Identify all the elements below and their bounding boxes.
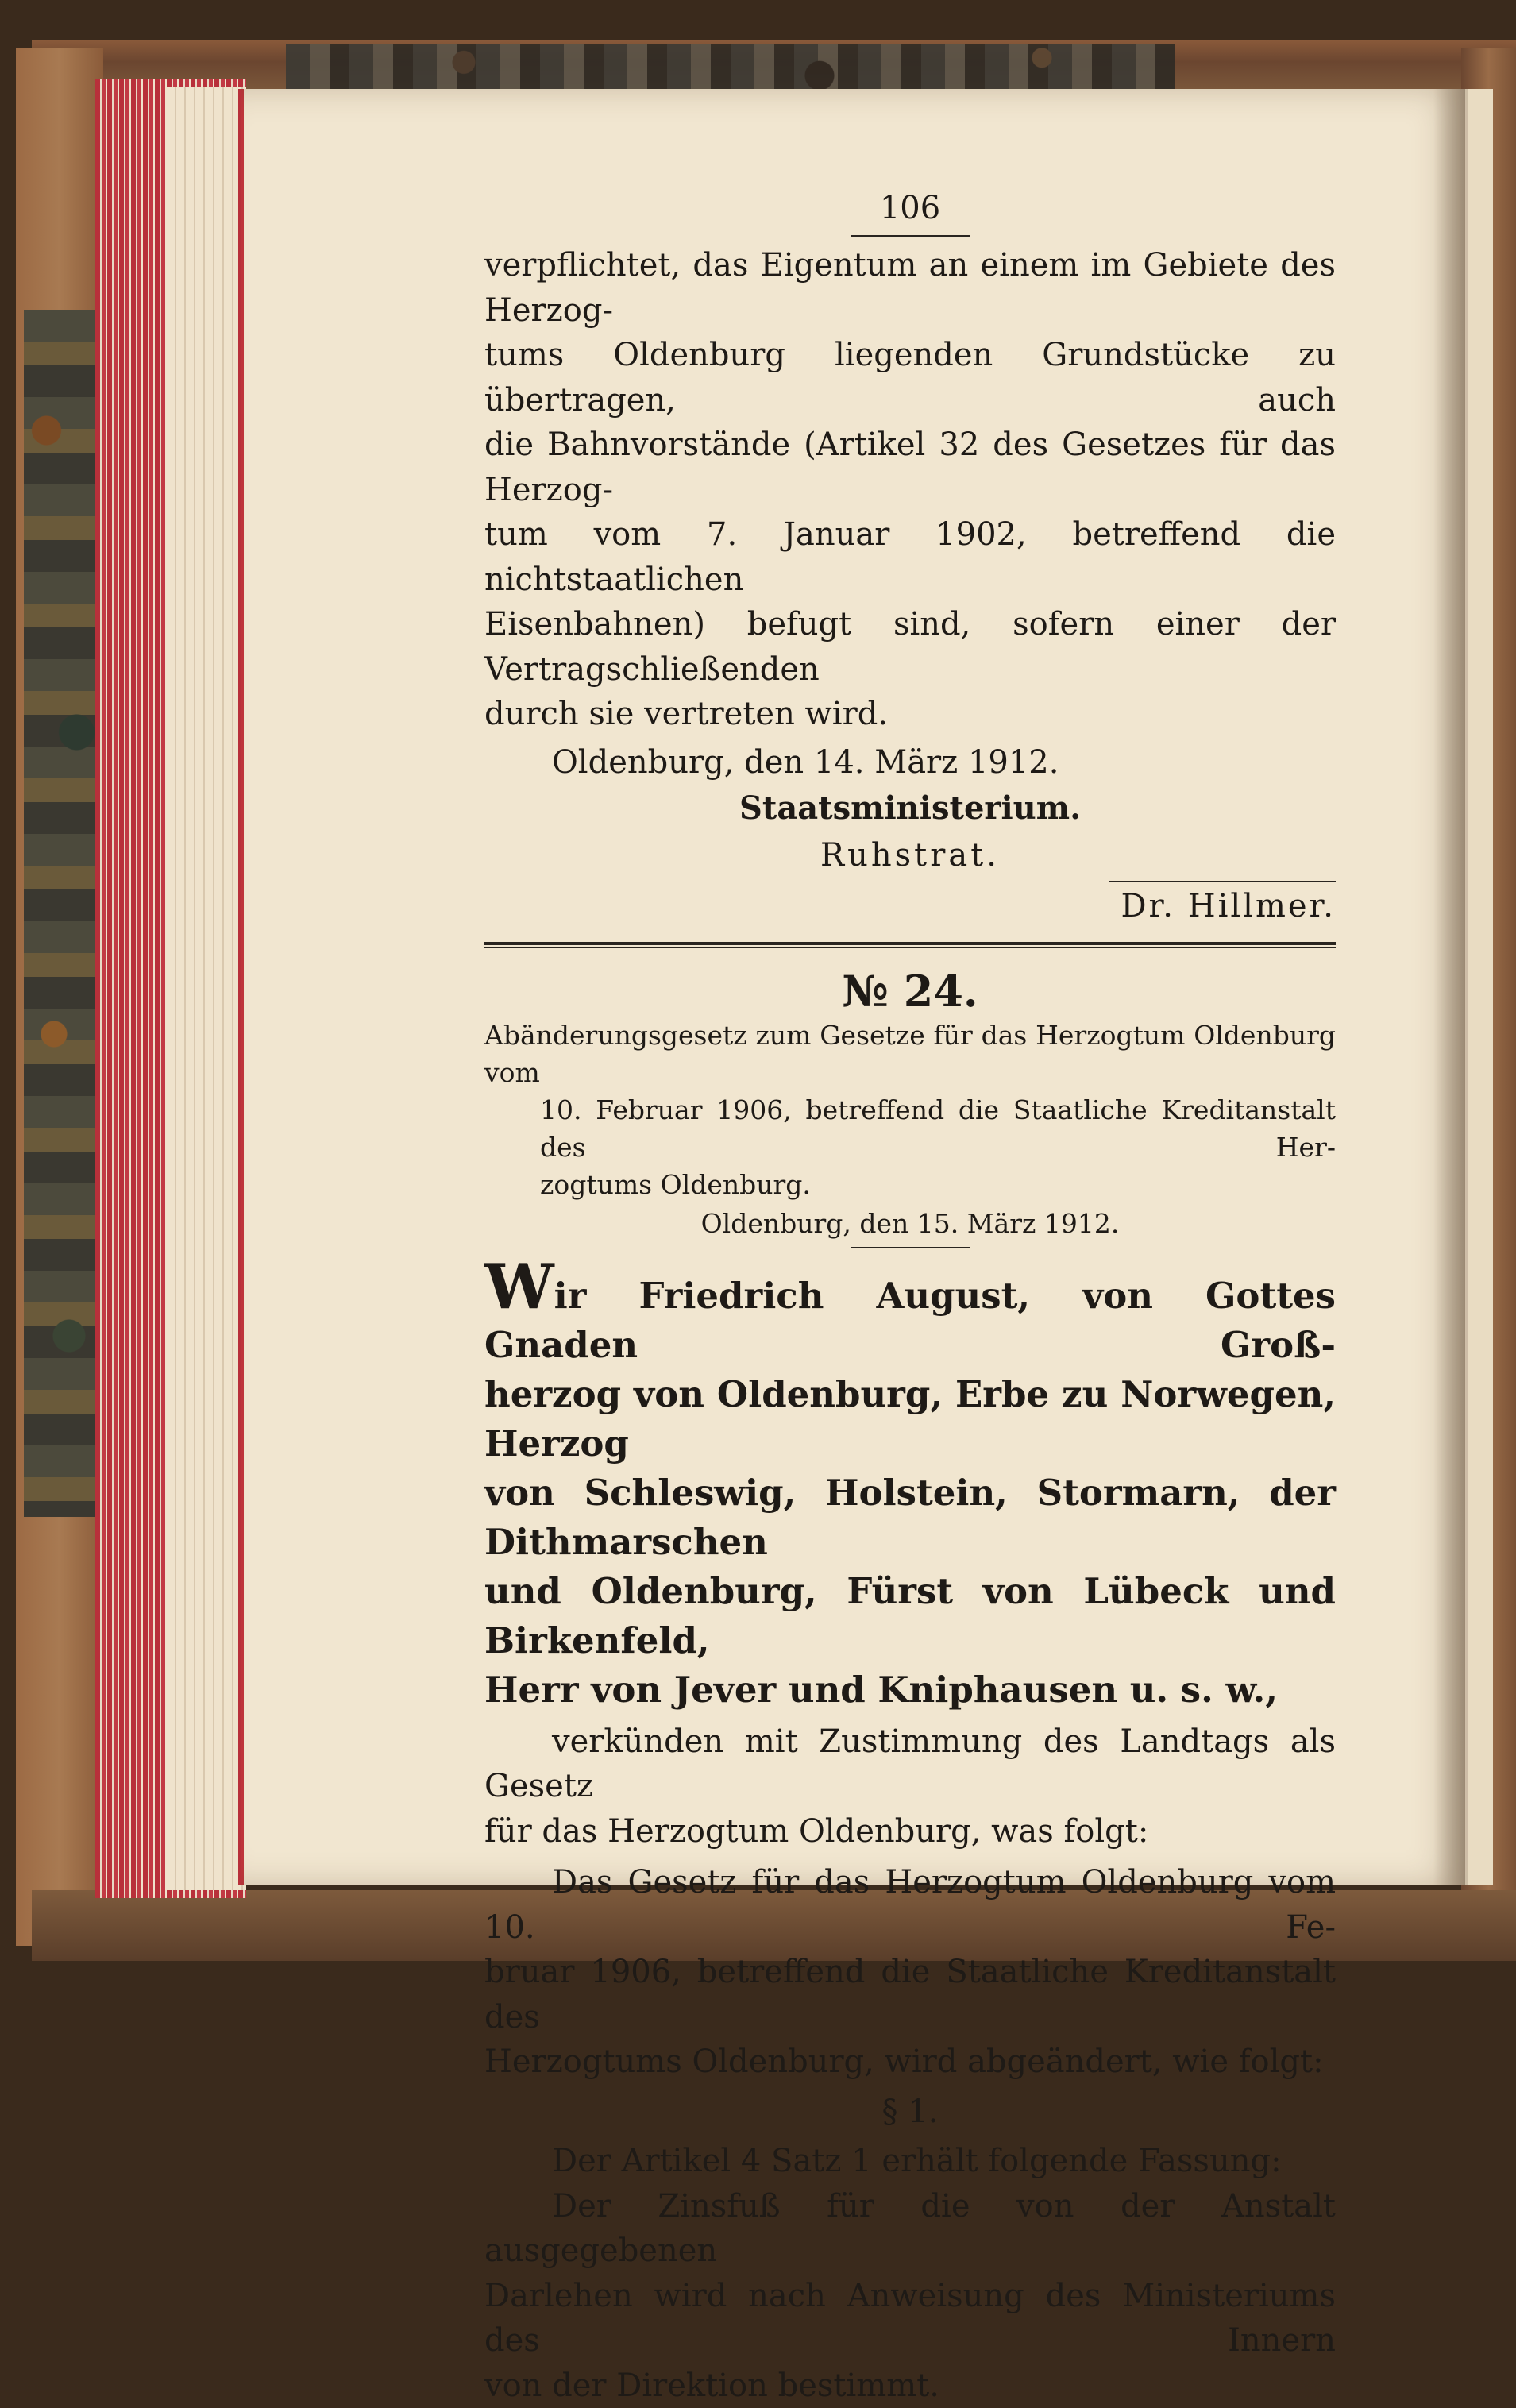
marbled-cover-top	[286, 44, 1175, 89]
preamble-line	[484, 1263, 1336, 1370]
body-line: bruar 1906, betreffend die Staatliche Kreditanstalt des	[484, 1950, 1336, 2039]
preamble-line: von Schleswig, Holstein, Stormarn, der Dithmarschen	[484, 1468, 1336, 1567]
page-stack	[167, 87, 246, 1890]
page-content	[484, 175, 1336, 2408]
intro-line: Eisenbahnen) befugt sind, sofern einer der Vertragschließenden	[484, 602, 1336, 692]
signature-hillmer: Dr. Hillmer.	[484, 884, 1336, 929]
ministry-heading: Staatsministerium.	[484, 786, 1336, 832]
intro-paragraph	[484, 243, 1336, 737]
body-line: Herzogtums Oldenburg, wird abgeändert, wie folgt:	[484, 2039, 1336, 2085]
proclamation-line: für das Herzogtum Oldenburg, was folgt:	[484, 1809, 1336, 1854]
intro-line: tum vom 7. Januar 1902, betreffend die nichtstaatlichen	[484, 512, 1336, 602]
section-divider	[484, 942, 1336, 945]
law-title-line: Abänderungsgesetz zum Gesetze für das Herzogtum Oldenburg vom	[484, 1017, 1336, 1091]
page-number-rule	[851, 235, 970, 237]
facing-page-edge	[1465, 89, 1493, 1885]
preamble	[484, 1263, 1336, 1715]
intro-line: verpflichtet, das Eigentum an einem im Gebiete des Herzog-	[484, 243, 1336, 333]
article-line: Der Artikel 4 Satz 1 erhält folgende Fassung:	[484, 2139, 1336, 2184]
intro-line: tums Oldenburg liegenden Grundstücke zu übertragen, auch	[484, 333, 1336, 423]
page-gutter-shadow	[1433, 89, 1465, 1885]
law-number: № 24.	[484, 966, 1336, 1017]
final-paragraph	[484, 2184, 1336, 2408]
preamble-word: ir	[554, 1275, 639, 1317]
final-line: Der Zinsfuß für die von der Anstalt ausgegebenen	[484, 2184, 1336, 2274]
marbled-cover-left	[24, 310, 99, 1517]
law-title-line: zogtums Oldenburg.	[484, 1166, 1336, 1203]
sovereign-name: Friedrich August,	[638, 1275, 1030, 1317]
proclamation-line: verkünden mit Zustimmung des Landtags als Gesetz	[484, 1719, 1336, 1809]
intro-line: durch sie vertreten wird.	[484, 692, 1336, 737]
section-heading: § 1.	[484, 2090, 1336, 2135]
date-line: Oldenburg, den 14. März 1912.	[484, 740, 1336, 785]
page-number: 106	[484, 192, 1336, 224]
final-line: Darlehen wird nach Anweisung des Ministeriums des Innern	[484, 2274, 1336, 2364]
body-line: Das Gesetz für das Herzogtum Oldenburg vom 10. Fe-	[484, 1860, 1336, 1950]
preamble-text: von Gottes Gnaden Groß-	[484, 1275, 1336, 1366]
section-divider-thin	[484, 947, 1336, 948]
law-title-line: 10. Februar 1906, betreffend die Staatliche Kreditanstalt des Her-	[484, 1091, 1336, 1166]
law-title	[484, 1017, 1336, 1203]
preamble-line: und Oldenburg, Fürst von Lübeck und Birkenfeld,	[484, 1567, 1336, 1665]
preamble-line: Herr von Jever und Kniphausen u. s. w.,	[484, 1665, 1336, 1715]
law-date: Oldenburg, den 15. März 1912.	[484, 1205, 1336, 1242]
law-date-rule	[851, 1247, 970, 1248]
intro-line: die Bahnvorstände (Artikel 32 des Gesetzes für das Herzog-	[484, 423, 1336, 512]
initial-letter: W	[484, 1251, 554, 1323]
signature-ruhstrat: Ruhstrat.	[484, 833, 1336, 878]
signature-rule	[1109, 881, 1336, 882]
final-line: von der Direktion bestimmt.	[484, 2364, 1336, 2408]
preamble-line: herzog von Oldenburg, Erbe zu Norwegen, Herzog	[484, 1370, 1336, 1468]
amendment-paragraph	[484, 1860, 1336, 2085]
